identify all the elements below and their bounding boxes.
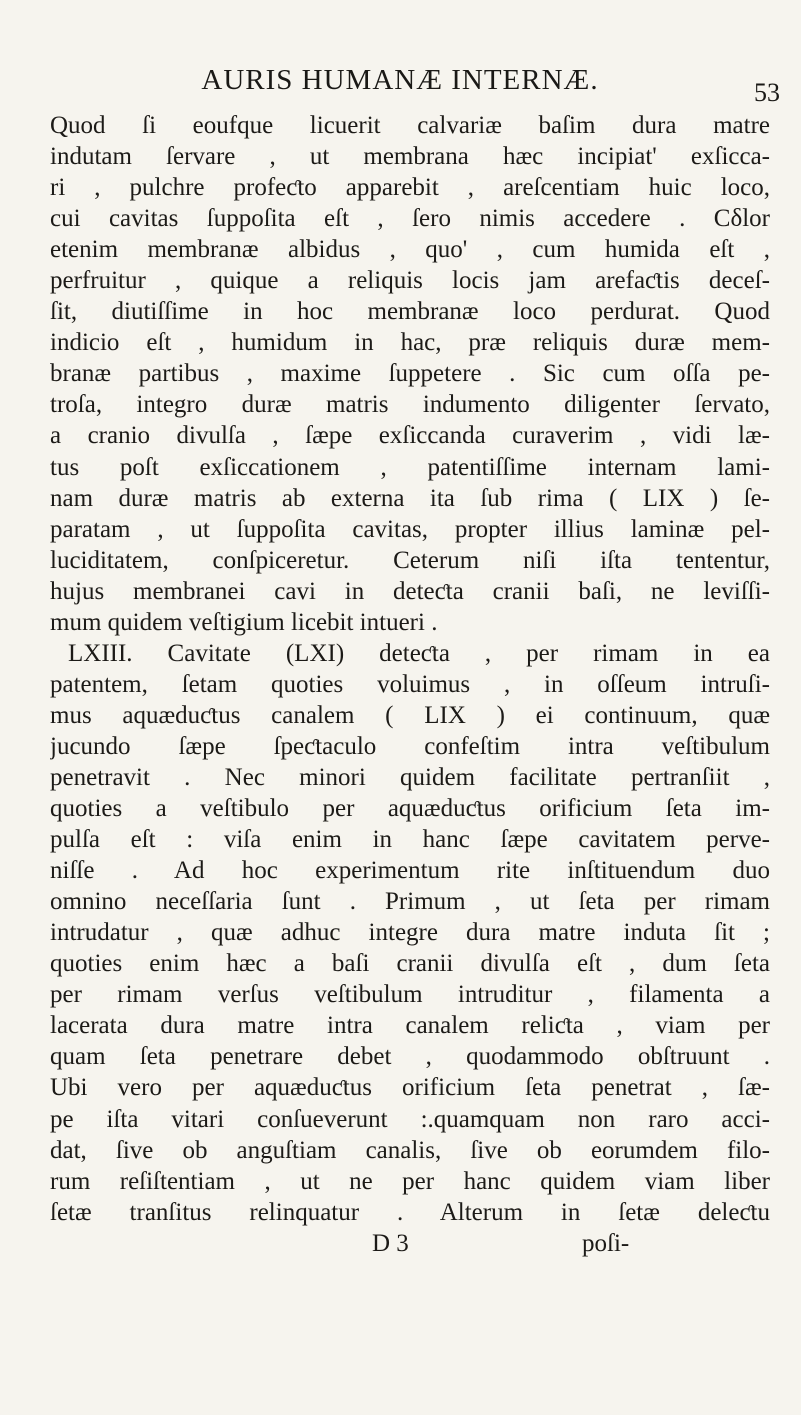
signature-mark: D 3 (372, 1229, 409, 1257)
body-text (50, 110, 770, 1259)
text-line: niſſe . Ad hoc experimentum rite inſtituendum duo (50, 857, 770, 885)
text-line: rum reſiſtentiam , ut ne per hanc quidem viam liber (50, 1167, 770, 1195)
page-footer (50, 1228, 770, 1259)
text-line: pe iſta vitari conſueverunt :.quamquam non raro acci- (50, 1105, 770, 1133)
text-line: quoties enim hæc a baſi cranii divulſa eſt , dum ſeta (50, 950, 770, 978)
section-start-line: LXIII. Cavitate (LXI) deteƈta , per rimam in ea (68, 639, 770, 667)
text-line: ſit, diutiſſime in hoc membranæ loco perdurat. Quod (50, 298, 770, 326)
text-line: mus aquæduƈtus canalem ( LIX ) ei continuum, quæ (50, 701, 770, 729)
text-line: lacerata dura matre intra canalem reliƈta , viam per (50, 1012, 770, 1040)
text-line: quam ſeta penetrare debet , quodammodo obſtruunt . (50, 1043, 770, 1071)
text-line: cui cavitas ſuppoſita eſt , ſero nimis accedere . Cδlor (50, 205, 770, 233)
text-line: ri , pulchre profeƈto apparebit , areſcentiam huic loco, (50, 174, 770, 202)
text-line: ſetæ tranſitus relinquatur . Alterum in ſetæ deleƈtu (50, 1198, 770, 1226)
text-line: etenim membranæ albidus , quo' , cum humida eſt , (50, 236, 770, 264)
running-title: AURIS HUMANÆ INTERNÆ. (201, 64, 599, 96)
text-line: jucundo ſæpe ſpeƈtaculo confeſtim intra veſtibulum (50, 732, 770, 760)
text-line: branæ partibus , maxime ſuppetere . Sic cum oſſa pe- (50, 360, 770, 388)
text-line: tus poſt exſiccationem , patentiſſime internam lami- (50, 453, 770, 481)
text-line: patentem, ſetam quoties voluimus , in oſſeum intruſi- (50, 670, 770, 698)
text-line: penetravit . Nec minori quidem facilitate pertranſiit , (50, 763, 770, 791)
text-line: omnino neceſſaria ſunt . Primum , ut ſeta per rimam (50, 888, 770, 916)
text-line: luciditatem, conſpiceretur. Ceterum niſi iſta tententur, (50, 546, 770, 574)
text-line: pulſa eſt : viſa enim in hanc ſæpe cavitatem perve- (50, 826, 770, 854)
text-line: mum quidem veſtigium licebit intueri . (50, 608, 438, 636)
text-line: Ubi vero per aquæduƈtus orificium ſeta penetrat , ſæ- (50, 1074, 770, 1102)
text-line: Quod ſi eoufque licuerit calvariæ baſim dura matre (50, 112, 770, 139)
text-line: paratam , ut ſuppoſita cavitas, propter illius laminæ pel- (50, 515, 770, 543)
text-line: quoties a veſtibulo per aquæduƈtus orificium ſeta im- (50, 795, 770, 823)
text-line: dat, ſive ob anguſtiam canalis, ſive ob eorumdem filo- (50, 1136, 770, 1164)
text-line: intrudatur , quæ adhuc integre dura matre induta ſit ; (50, 919, 770, 947)
catchword: poſi- (582, 1229, 630, 1257)
text-line: nam duræ matris ab externa ita ſub rima ( LIX ) ſe- (50, 484, 770, 512)
running-head (40, 64, 780, 107)
page-number: 53 (754, 78, 780, 107)
text-line: indicio eſt , humidum in hac, præ reliquis duræ mem- (50, 329, 770, 357)
text-line: a cranio divulſa , ſæpe exſiccanda curaverim , vidi læ- (50, 422, 770, 450)
text-line: per rimam verſus veſtibulum intruditur , filamenta a (50, 981, 770, 1009)
text-line: indutam ſervare , ut membrana hæc incipiat' exſicca- (50, 143, 770, 171)
text-line: hujus membranei cavi in deteƈta cranii baſi, ne leviſſi- (50, 577, 770, 605)
text-line: perfruitur , quique a reliquis locis jam arefaƈtis deceſ- (50, 267, 770, 295)
text-line: troſa, integro duræ matris indumento diligenter ſervato, (50, 391, 770, 419)
